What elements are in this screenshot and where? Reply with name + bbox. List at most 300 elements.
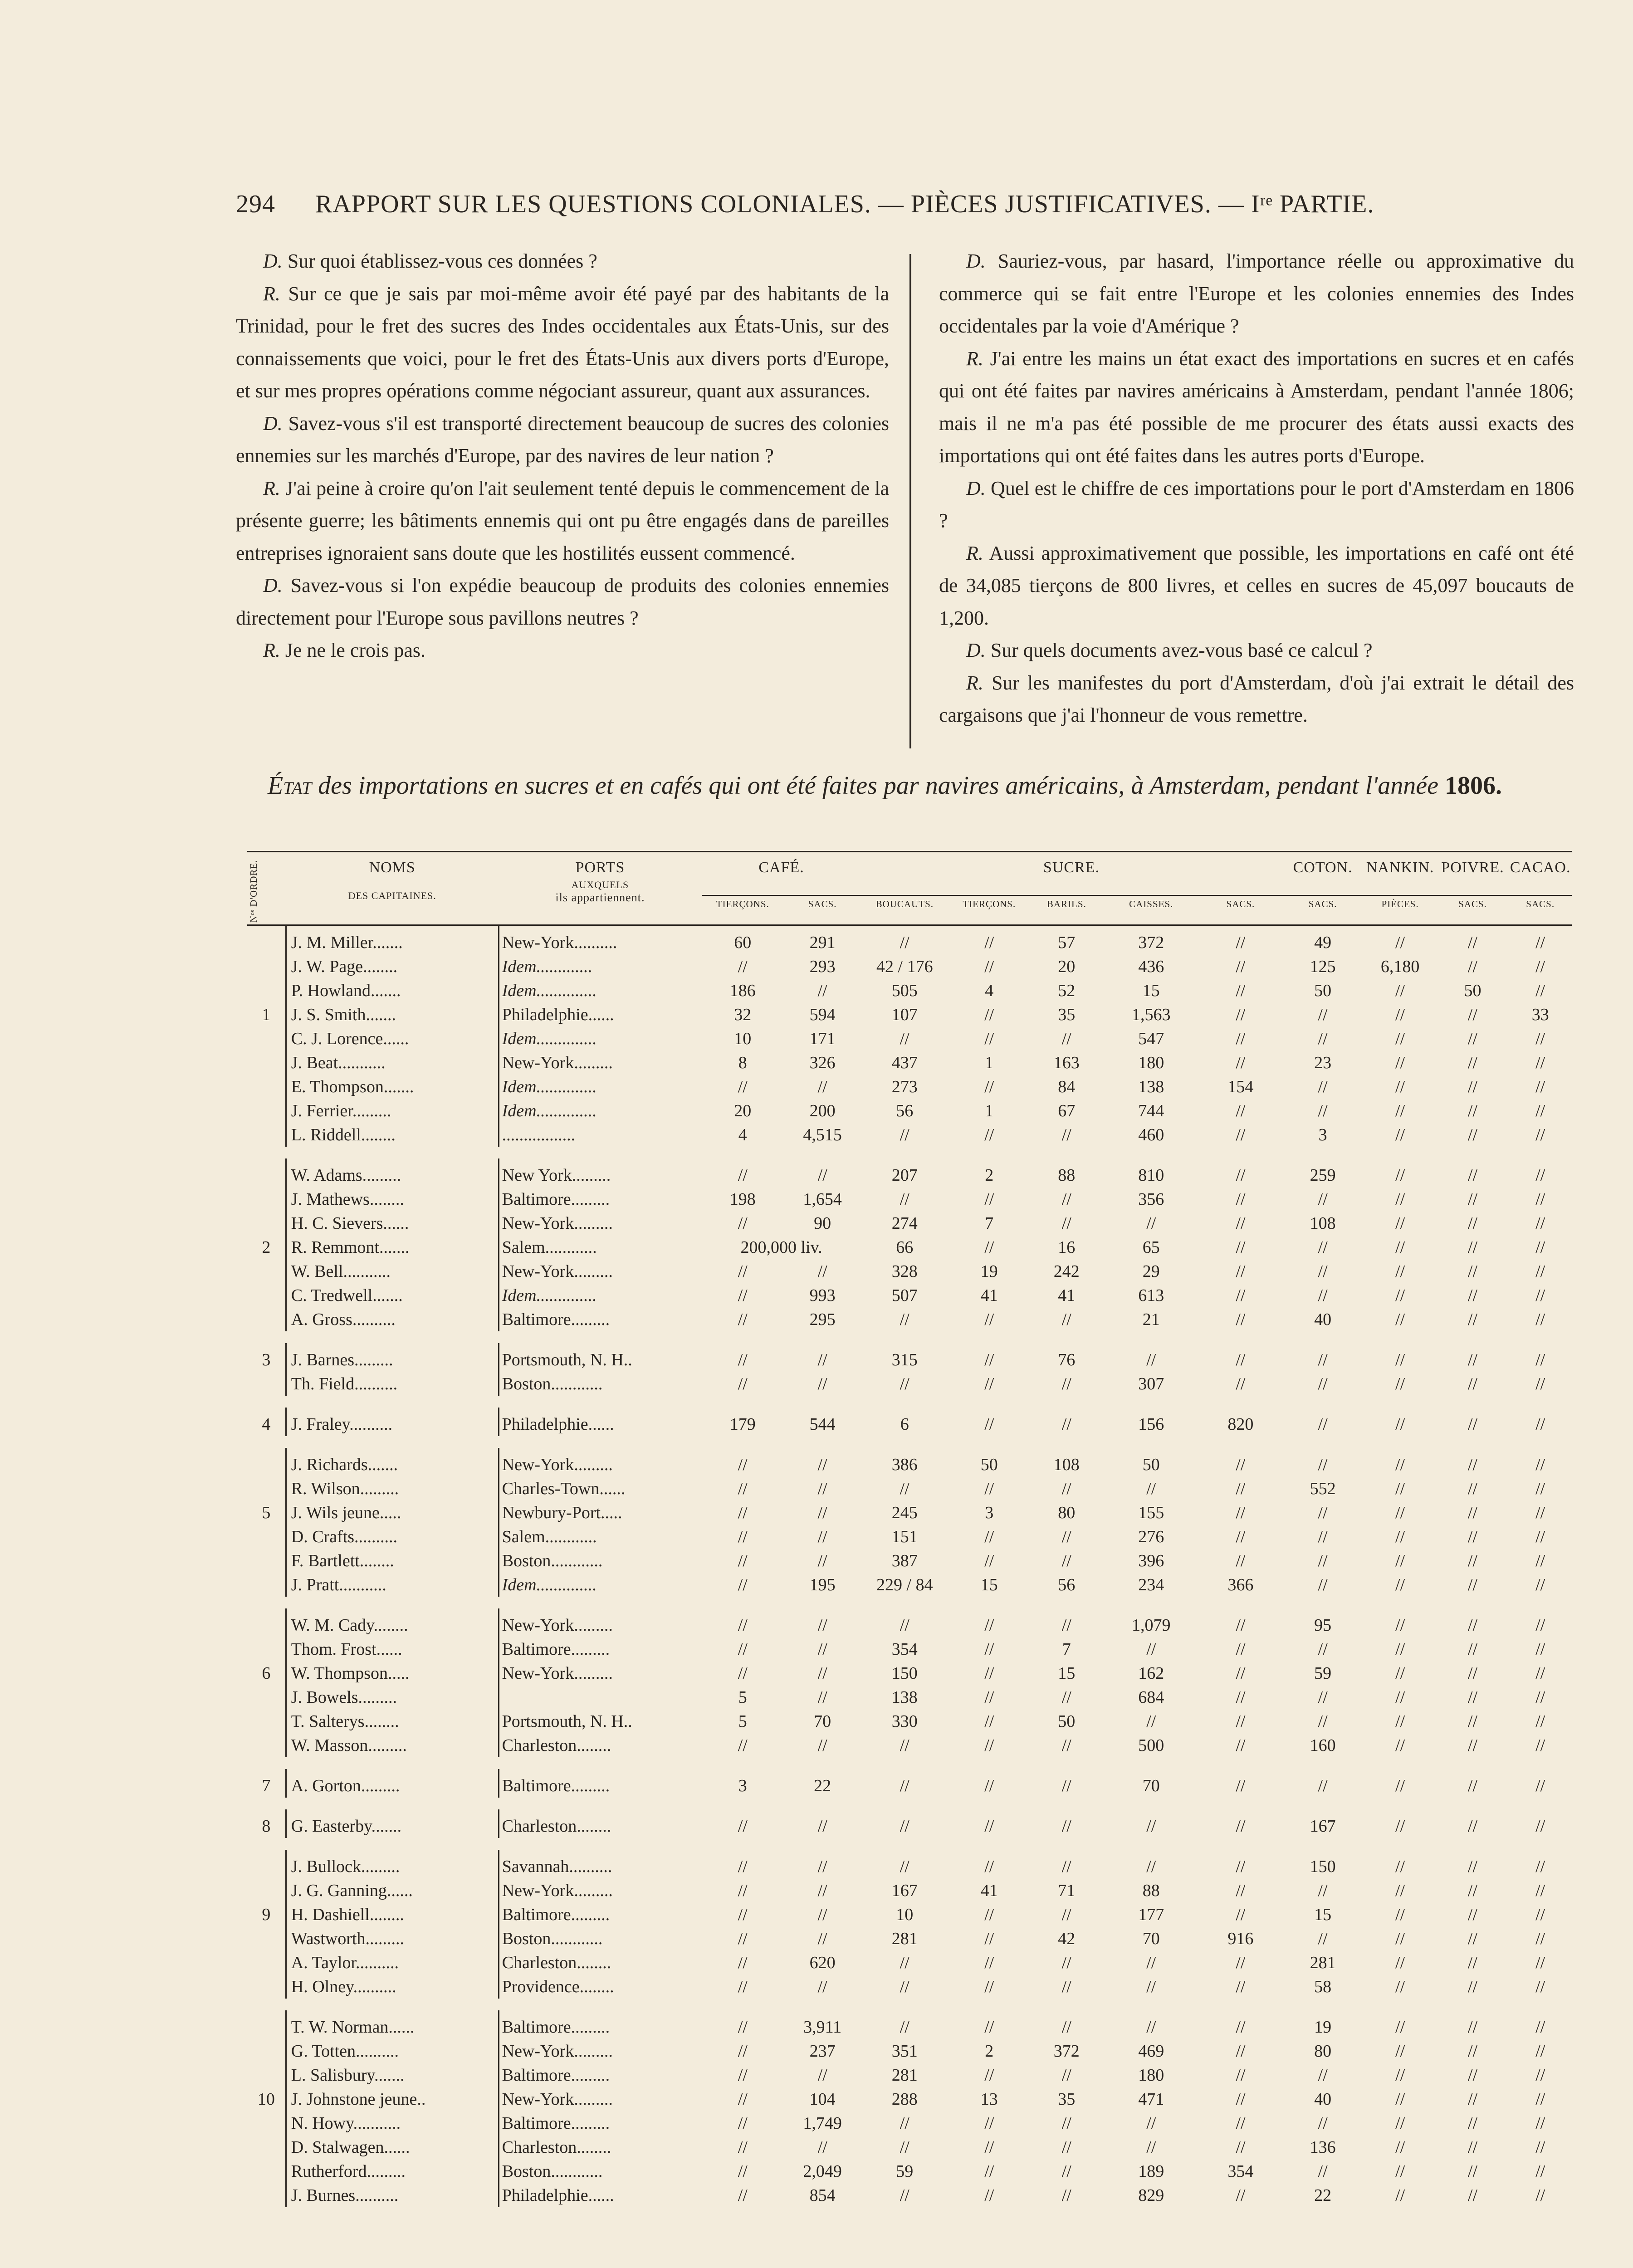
- captain-name: J. Bowels.........: [286, 1685, 499, 1709]
- cell-sucre-boucauts: 387: [891, 1551, 918, 1570]
- cell-sucre-sacs: //: [1236, 933, 1246, 952]
- order-number: [247, 1608, 286, 1637]
- order-number: [247, 954, 286, 978]
- speaker-label: R.: [966, 542, 983, 564]
- table-row: [247, 1448, 1572, 1476]
- cell-sucre-barils: 52: [1058, 981, 1076, 1000]
- cell-sucre-barils: 84: [1058, 1077, 1076, 1096]
- cell-poivre-sacs: //: [1467, 1503, 1478, 1522]
- cell-sucre-barils: //: [1061, 1189, 1071, 1209]
- cell-nankin-pieces: //: [1395, 1953, 1405, 1972]
- home-port: New-York.........: [499, 1878, 702, 1902]
- cell-cacao-sacs: //: [1535, 1776, 1545, 1795]
- cell-cafe-tiercons: //: [738, 1977, 748, 1996]
- cell-nankin-pieces: //: [1395, 1350, 1405, 1369]
- cell-sucre-sacs: //: [1236, 2065, 1246, 2085]
- table-row: [247, 2183, 1572, 2207]
- home-port: New-York.........: [499, 1259, 702, 1283]
- cell-sucre-sacs: //: [1236, 1374, 1246, 1393]
- group-spacer: [247, 1999, 1572, 2010]
- cell-sucre-sacs: //: [1236, 2041, 1246, 2061]
- cell-sucre-boucauts: 42 / 176: [876, 957, 933, 976]
- cell-cacao-sacs: //: [1535, 2065, 1545, 2085]
- cell-nankin-pieces: //: [1395, 1503, 1405, 1522]
- order-number: 10: [257, 2089, 275, 2109]
- cell-sucre-sacs: //: [1236, 1687, 1246, 1707]
- order-number: [247, 1709, 286, 1733]
- cell-sucre-caisses: //: [1146, 1857, 1156, 1876]
- cell-sucre-tiercons: //: [984, 1711, 994, 1731]
- cell-sucre-barils: //: [1061, 1615, 1071, 1635]
- table-row: [247, 1211, 1572, 1235]
- cell-nankin-pieces: //: [1395, 1905, 1405, 1924]
- cell-cafe-tiercons: 200,000 liv.: [740, 1237, 822, 1257]
- cell-sucre-caisses: //: [1146, 1213, 1156, 1233]
- cell-sucre-barils: //: [1061, 1977, 1071, 1996]
- cell-coton-sacs: //: [1318, 1711, 1328, 1731]
- cell-coton-sacs: 49: [1314, 933, 1332, 952]
- cell-cafe-sacs: 544: [809, 1414, 836, 1434]
- cell-nankin-pieces: //: [1395, 1029, 1405, 1048]
- cell-cafe-sacs: //: [817, 2137, 827, 2157]
- cell-sucre-barils: 242: [1053, 1261, 1080, 1281]
- cell-cacao-sacs: //: [1535, 1029, 1545, 1048]
- cell-cacao-sacs: //: [1535, 1077, 1545, 1096]
- cell-sucre-tiercons: //: [984, 1189, 994, 1209]
- cell-sucre-caisses: 1,079: [1132, 1615, 1171, 1635]
- captain-name: J. Burnes..........: [286, 2183, 499, 2207]
- captain-name: C. J. Lorence......: [286, 1026, 499, 1051]
- cell-sucre-barils: 35: [1058, 2089, 1076, 2109]
- cell-sucre-sacs: //: [1236, 1053, 1246, 1072]
- cell-sucre-tiercons: //: [984, 1615, 994, 1635]
- header-ports-label: PORTS: [575, 859, 625, 876]
- cell-coton-sacs: //: [1318, 1286, 1328, 1305]
- left-paragraph: [236, 245, 889, 278]
- order-number: [247, 1950, 286, 1975]
- cell-coton-sacs: //: [1318, 1503, 1328, 1522]
- cell-cacao-sacs: //: [1535, 1816, 1545, 1836]
- header-ports-sub2: ils appartiennent.: [555, 891, 645, 904]
- cell-sucre-boucauts: 351: [891, 2041, 918, 2061]
- cell-sucre-barils: 16: [1058, 1237, 1076, 1257]
- captain-name: C. Tredwell.......: [286, 1283, 499, 1307]
- cell-poivre-sacs: //: [1467, 1735, 1478, 1755]
- cell-coton-sacs: 59: [1314, 1663, 1332, 1683]
- cell-sucre-caisses: 500: [1138, 1735, 1164, 1755]
- cell-sucre-barils: 15: [1058, 1663, 1076, 1683]
- cell-nankin-pieces: 6,180: [1380, 957, 1420, 976]
- sub-sucre-tiercons: TIERÇONS.: [948, 895, 1030, 925]
- cell-poivre-sacs: 50: [1464, 981, 1481, 1000]
- paragraph-text: Je ne le crois pas.: [285, 639, 426, 661]
- table-row: [247, 1075, 1572, 1099]
- cell-coton-sacs: 167: [1310, 1816, 1336, 1836]
- cell-cafe-tiercons: 4: [738, 1125, 747, 1144]
- captain-name: J. Fraley..........: [286, 1408, 499, 1436]
- cell-sucre-boucauts: 437: [891, 1053, 918, 1072]
- home-port: .................: [499, 1123, 702, 1147]
- cell-sucre-boucauts: 138: [891, 1687, 918, 1707]
- cell-sucre-caisses: 356: [1138, 1189, 1164, 1209]
- captain-name: W. Masson.........: [286, 1733, 499, 1757]
- cell-nankin-pieces: //: [1395, 1414, 1405, 1434]
- cell-cacao-sacs: //: [1535, 1213, 1545, 1233]
- left-paragraph: [236, 407, 889, 472]
- captain-name: E. Thompson.......: [286, 1075, 499, 1099]
- table-row: [247, 1372, 1572, 1396]
- cell-sucre-caisses: 810: [1138, 1165, 1164, 1185]
- table-row: [247, 1158, 1572, 1187]
- cell-poivre-sacs: //: [1467, 1615, 1478, 1635]
- cell-cafe-sacs: 620: [809, 1953, 836, 1972]
- cell-sucre-tiercons: 50: [980, 1455, 998, 1474]
- cell-cafe-sacs: //: [817, 1929, 827, 1948]
- cell-cafe-tiercons: //: [738, 2089, 748, 2109]
- cell-poivre-sacs: //: [1467, 1125, 1478, 1144]
- captain-name: J. Beat...........: [286, 1051, 499, 1075]
- captain-name: J. Wils jeune.....: [286, 1501, 499, 1525]
- cell-coton-sacs: 108: [1310, 1213, 1336, 1233]
- cell-sucre-caisses: 276: [1138, 1527, 1164, 1546]
- paragraph-text: Sur quoi établissez-vous ces données ?: [287, 250, 597, 272]
- cell-cacao-sacs: //: [1535, 1711, 1545, 1731]
- spacer-cell: [247, 1147, 1572, 1158]
- cell-sucre-tiercons: //: [984, 1977, 994, 1996]
- cell-cafe-tiercons: //: [738, 1735, 748, 1755]
- cell-sucre-sacs: //: [1236, 1857, 1246, 1876]
- cell-poivre-sacs: //: [1467, 1029, 1478, 1048]
- captain-name: J. Richards.......: [286, 1448, 499, 1476]
- cell-coton-sacs: 95: [1314, 1615, 1332, 1635]
- captain-name: H. Dashiell........: [286, 1902, 499, 1926]
- cell-sucre-boucauts: //: [900, 2017, 909, 2037]
- cell-sucre-tiercons: //: [984, 1551, 994, 1570]
- header-ports-sub1: AUXQUELS: [571, 879, 629, 890]
- speaker-label: R.: [966, 347, 983, 370]
- cell-sucre-barils: //: [1061, 1310, 1071, 1329]
- cell-cacao-sacs: //: [1535, 1687, 1545, 1707]
- cell-coton-sacs: 150: [1310, 1857, 1336, 1876]
- order-number: [247, 2135, 286, 2159]
- spacer-cell: [247, 1597, 1572, 1608]
- speaker-label: D.: [263, 574, 283, 596]
- paragraph-text: Savez-vous s'il est transporté directement beaucoup de sucres des colonies ennemies sur les marchés d'Europe, par des navires de leur nation ?: [236, 412, 890, 467]
- cell-sucre-boucauts: //: [900, 1953, 909, 1972]
- page-number: 294: [236, 190, 275, 218]
- paragraph-text: Savez-vous si l'on expédie beaucoup de produits des colonies ennemies directement pour l'Europe sous pavillons neutres ?: [236, 574, 889, 629]
- cell-cafe-tiercons: //: [738, 1816, 748, 1836]
- captain-name: J. Johnstone jeune..: [286, 2087, 499, 2111]
- cell-cacao-sacs: 33: [1531, 1005, 1549, 1024]
- cell-poivre-sacs: //: [1467, 1261, 1478, 1281]
- cell-nankin-pieces: //: [1395, 1575, 1405, 1594]
- cell-sucre-boucauts: //: [900, 1977, 909, 1996]
- cell-cafe-sacs: 1,749: [803, 2113, 842, 2133]
- cell-sucre-boucauts: //: [900, 1816, 909, 1836]
- captain-name: A. Gross..........: [286, 1307, 499, 1331]
- table-row: [247, 1685, 1572, 1709]
- cell-sucre-caisses: 372: [1138, 933, 1164, 952]
- cell-sucre-boucauts: 288: [891, 2089, 918, 2109]
- order-number: [247, 1051, 286, 1075]
- cell-sucre-tiercons: //: [984, 1953, 994, 1972]
- table-row: [247, 2135, 1572, 2159]
- cell-sucre-boucauts: 505: [891, 981, 918, 1000]
- cell-sucre-sacs: //: [1236, 1551, 1246, 1570]
- cell-coton-sacs: //: [1318, 1237, 1328, 1257]
- table-row: [247, 925, 1572, 955]
- cell-cafe-tiercons: //: [738, 1479, 748, 1498]
- cell-sucre-tiercons: //: [984, 1663, 994, 1683]
- cell-cafe-tiercons: 10: [734, 1029, 752, 1048]
- captain-name: F. Bartlett........: [286, 1549, 499, 1573]
- cell-sucre-barils: 71: [1058, 1881, 1076, 1900]
- cell-nankin-pieces: //: [1395, 1929, 1405, 1948]
- home-port: Baltimore.........: [499, 1187, 702, 1211]
- cell-sucre-caisses: //: [1146, 2113, 1156, 2133]
- cell-sucre-barils: 108: [1053, 1455, 1080, 1474]
- cell-cafe-sacs: //: [817, 1905, 827, 1924]
- cell-coton-sacs: //: [1318, 1374, 1328, 1393]
- cell-poivre-sacs: //: [1467, 2065, 1478, 2085]
- cell-cacao-sacs: //: [1535, 1735, 1545, 1755]
- cell-sucre-boucauts: 56: [896, 1101, 914, 1120]
- cell-poivre-sacs: //: [1467, 1053, 1478, 1072]
- cell-nankin-pieces: //: [1395, 1213, 1405, 1233]
- cell-sucre-caisses: //: [1146, 1977, 1156, 1996]
- captain-name: W. Bell...........: [286, 1259, 499, 1283]
- cell-sucre-tiercons: //: [984, 1237, 994, 1257]
- cell-sucre-tiercons: //: [984, 1125, 994, 1144]
- order-number: [247, 1850, 286, 1878]
- cell-coton-sacs: 15: [1314, 1905, 1332, 1924]
- running-title: RAPPORT SUR LES QUESTIONS COLONIALES. — PIÈCES JUSTIFICATIVES. — Iʳᵉ PARTIE.: [315, 190, 1374, 218]
- cell-poivre-sacs: //: [1467, 957, 1478, 976]
- cell-cacao-sacs: //: [1535, 1455, 1545, 1474]
- cell-coton-sacs: 19: [1314, 2017, 1332, 2037]
- cell-cacao-sacs: //: [1535, 1929, 1545, 1948]
- cell-sucre-caisses: //: [1146, 1953, 1156, 1972]
- header-ports: [499, 856, 702, 925]
- cell-sucre-tiercons: //: [984, 2113, 994, 2133]
- home-port: Charleston........: [499, 1950, 702, 1975]
- cell-cafe-tiercons: //: [738, 1905, 748, 1924]
- order-number: [247, 1448, 286, 1476]
- cell-coton-sacs: 58: [1314, 1977, 1332, 1996]
- cell-coton-sacs: 160: [1310, 1735, 1336, 1755]
- order-number: [247, 1123, 286, 1147]
- cell-cafe-tiercons: //: [738, 2041, 748, 2061]
- cell-nankin-pieces: //: [1395, 2113, 1405, 2133]
- cell-nankin-pieces: //: [1395, 1053, 1405, 1072]
- cell-cafe-tiercons: 5: [738, 1711, 747, 1731]
- cell-sucre-sacs: //: [1236, 1286, 1246, 1305]
- order-number: 8: [262, 1816, 271, 1836]
- sub-poivre-sacs: SACS.: [1437, 895, 1509, 925]
- cell-poivre-sacs: //: [1467, 1165, 1478, 1185]
- table-row: [247, 1501, 1572, 1525]
- home-port: Idem..............: [499, 978, 702, 1002]
- cell-sucre-barils: //: [1061, 1479, 1071, 1498]
- cell-cacao-sacs: //: [1535, 1310, 1545, 1329]
- cell-sucre-boucauts: 150: [891, 1663, 918, 1683]
- cell-sucre-caisses: 469: [1138, 2041, 1164, 2061]
- cell-sucre-sacs: //: [1236, 1953, 1246, 1972]
- right-paragraph: [939, 245, 1574, 342]
- table-row: [247, 1878, 1572, 1902]
- table-row: [247, 1769, 1572, 1798]
- cell-poivre-sacs: //: [1467, 1189, 1478, 1209]
- home-port: Baltimore.........: [499, 1769, 702, 1798]
- cell-sucre-sacs: 154: [1227, 1077, 1254, 1096]
- cell-coton-sacs: //: [1318, 1687, 1328, 1707]
- cell-poivre-sacs: //: [1467, 2185, 1478, 2205]
- spacer-cell: [247, 1999, 1572, 2010]
- speaker-label: R.: [263, 477, 280, 499]
- cell-coton-sacs: //: [1318, 1639, 1328, 1659]
- right-column-text: [939, 245, 1574, 732]
- cell-cafe-sacs: //: [817, 1977, 827, 1996]
- cell-cacao-sacs: //: [1535, 2041, 1545, 2061]
- cell-cafe-sacs: //: [817, 1374, 827, 1393]
- captain-name: J. W. Page........: [286, 954, 499, 978]
- order-number: 3: [262, 1350, 271, 1369]
- cell-sucre-caisses: 70: [1142, 1929, 1160, 1948]
- cell-coton-sacs: //: [1318, 1101, 1328, 1120]
- captain-name: T. W. Norman......: [286, 2010, 499, 2039]
- cell-sucre-barils: //: [1061, 2185, 1071, 2205]
- cell-sucre-tiercons: //: [984, 1816, 994, 1836]
- speaker-label: R.: [263, 282, 280, 305]
- cell-sucre-boucauts: 328: [891, 1261, 918, 1281]
- cell-coton-sacs: 40: [1314, 1310, 1332, 1329]
- cell-sucre-caisses: //: [1146, 2137, 1156, 2157]
- order-number: [247, 1187, 286, 1211]
- home-port: New-York.........: [499, 2087, 702, 2111]
- home-port: Boston............: [499, 2159, 702, 2183]
- table-row: [247, 1525, 1572, 1549]
- cell-cafe-sacs: //: [817, 1857, 827, 1876]
- cell-nankin-pieces: //: [1395, 1077, 1405, 1096]
- cell-nankin-pieces: //: [1395, 2041, 1405, 2061]
- cell-cafe-sacs: //: [817, 1615, 827, 1635]
- cell-sucre-boucauts: //: [900, 2185, 909, 2205]
- cell-poivre-sacs: //: [1467, 933, 1478, 952]
- table-row: [247, 1026, 1572, 1051]
- home-port: Charleston........: [499, 1809, 702, 1838]
- cell-sucre-caisses: 436: [1138, 957, 1164, 976]
- cell-cafe-tiercons: //: [738, 2161, 748, 2181]
- cell-sucre-barils: //: [1061, 1029, 1071, 1048]
- imports-table: [247, 856, 1572, 2207]
- cell-cafe-sacs: //: [817, 1881, 827, 1900]
- cell-sucre-tiercons: //: [984, 1350, 994, 1369]
- table-row: [247, 1283, 1572, 1307]
- cell-coton-sacs: //: [1318, 2113, 1328, 2133]
- captain-name: A. Gorton.........: [286, 1769, 499, 1798]
- cell-cafe-sacs: 4,515: [803, 1125, 842, 1144]
- cell-poivre-sacs: //: [1467, 1310, 1478, 1329]
- captain-name: W. M. Cady........: [286, 1608, 499, 1637]
- cell-coton-sacs: //: [1318, 1929, 1328, 1948]
- cell-sucre-caisses: 307: [1138, 1374, 1164, 1393]
- cell-sucre-caisses: //: [1146, 1711, 1156, 1731]
- cell-coton-sacs: //: [1318, 1455, 1328, 1474]
- home-port: Portsmouth, N. H..: [499, 1343, 702, 1372]
- cell-poivre-sacs: //: [1467, 1479, 1478, 1498]
- cell-sucre-barils: //: [1061, 2113, 1071, 2133]
- cell-cafe-sacs: //: [817, 1639, 827, 1659]
- cell-sucre-boucauts: 245: [891, 1503, 918, 1522]
- cell-sucre-boucauts: //: [900, 1615, 909, 1635]
- cell-cacao-sacs: //: [1535, 1663, 1545, 1683]
- home-port: New-York.........: [499, 1211, 702, 1235]
- order-number: [247, 1476, 286, 1501]
- group-spacer: [247, 1798, 1572, 1809]
- captain-name: R. Remmont.......: [286, 1235, 499, 1259]
- cell-cafe-sacs: //: [817, 1503, 827, 1522]
- captain-name: J. Barnes.........: [286, 1343, 499, 1372]
- cell-coton-sacs: //: [1318, 1527, 1328, 1546]
- cell-sucre-barils: //: [1061, 1414, 1071, 1434]
- cell-coton-sacs: 80: [1314, 2041, 1332, 2061]
- cell-sucre-tiercons: //: [984, 1029, 994, 1048]
- home-port: Boston............: [499, 1926, 702, 1950]
- cell-cacao-sacs: //: [1535, 1101, 1545, 1120]
- cell-cafe-tiercons: //: [738, 2185, 748, 2205]
- cell-sucre-barils: //: [1061, 1953, 1071, 1972]
- home-port: Philadelphie......: [499, 1408, 702, 1436]
- cell-cafe-sacs: //: [817, 1455, 827, 1474]
- caption-lead: État: [268, 772, 312, 800]
- cell-sucre-boucauts: 167: [891, 1881, 918, 1900]
- cell-cacao-sacs: //: [1535, 2137, 1545, 2157]
- cell-cacao-sacs: //: [1535, 2017, 1545, 2037]
- order-number: 1: [262, 1005, 271, 1024]
- cell-sucre-sacs: //: [1236, 1905, 1246, 1924]
- cell-coton-sacs: 3: [1318, 1125, 1327, 1144]
- table-row: [247, 1926, 1572, 1950]
- cell-cafe-sacs: //: [817, 1350, 827, 1369]
- right-paragraph: [939, 537, 1574, 635]
- order-number: [247, 1259, 286, 1283]
- cell-poivre-sacs: //: [1467, 1953, 1478, 1972]
- cell-sucre-sacs: //: [1236, 1881, 1246, 1900]
- captain-name: J. Bullock.........: [286, 1850, 499, 1878]
- cell-cafe-sacs: 993: [809, 1286, 836, 1305]
- table-row: [247, 1608, 1572, 1637]
- table-row: [247, 1476, 1572, 1501]
- cell-sucre-barils: //: [1061, 1776, 1071, 1795]
- cell-coton-sacs: 22: [1314, 2185, 1332, 2205]
- cell-sucre-boucauts: //: [900, 2113, 909, 2133]
- home-port: Philadelphie......: [499, 1002, 702, 1026]
- cell-nankin-pieces: //: [1395, 1101, 1405, 1120]
- cell-poivre-sacs: //: [1467, 1575, 1478, 1594]
- table-row: [247, 1123, 1572, 1147]
- cell-cafe-tiercons: //: [738, 1953, 748, 1972]
- cell-coton-sacs: //: [1318, 2161, 1328, 2181]
- order-number: [247, 1878, 286, 1902]
- cell-cafe-tiercons: //: [738, 1857, 748, 1876]
- cell-sucre-sacs: //: [1236, 1503, 1246, 1522]
- order-number: [247, 1525, 286, 1549]
- cell-cacao-sacs: //: [1535, 1286, 1545, 1305]
- cell-cafe-sacs: 295: [809, 1310, 836, 1329]
- cell-sucre-sacs: 820: [1227, 1414, 1254, 1434]
- cell-sucre-tiercons: //: [984, 1479, 994, 1498]
